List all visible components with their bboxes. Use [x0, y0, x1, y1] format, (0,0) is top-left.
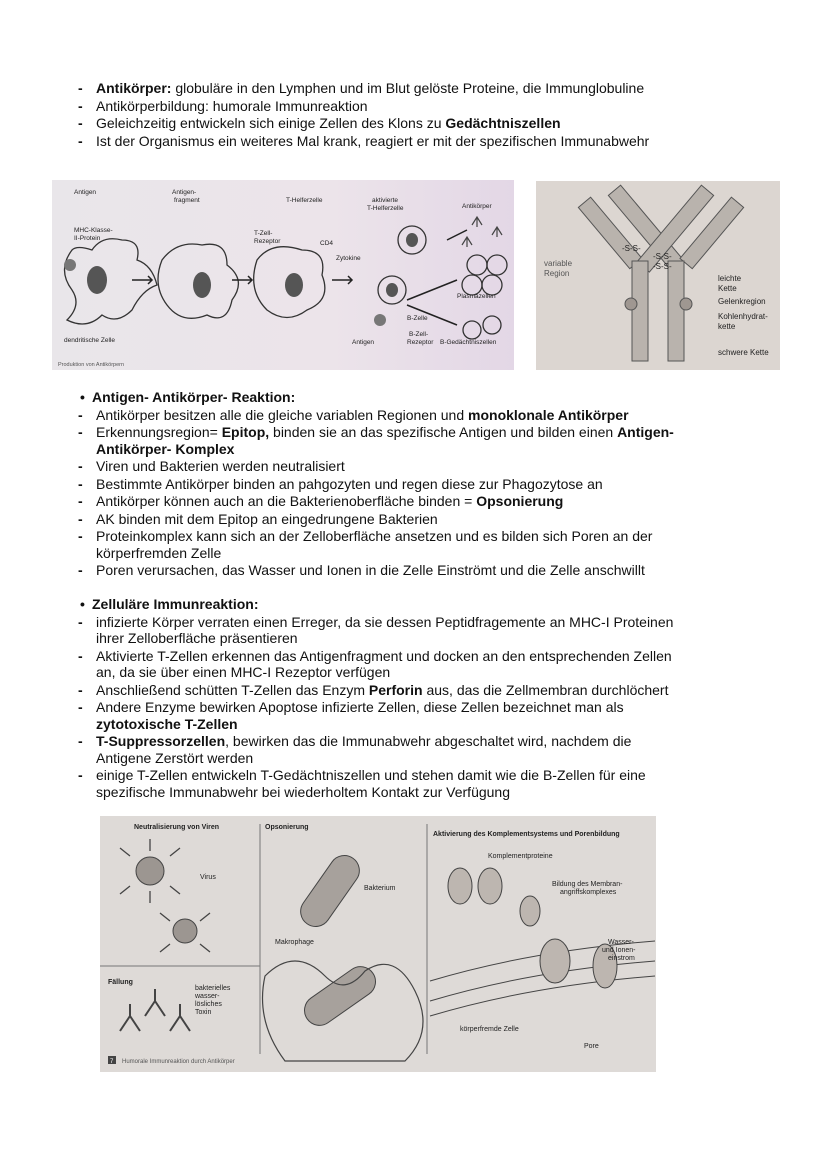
list-item: - AK binden mit dem Epitop an eingedrungene Bakterien	[78, 510, 438, 527]
list-item: - einige T-Zellen entwickeln T-Gedächtniszellen und stehen damit wie die B-Zellen für eine spezifische Immunabwehr bei wiederholtem Kontakt zur Verfügung	[78, 767, 646, 800]
svg-text:Makrophage: Makrophage	[275, 939, 314, 946]
list-item: - Antikörper können auch an die Bakterienoberfläche binden = Opsonierung	[78, 493, 564, 509]
label-antigen: Antigen	[74, 189, 97, 196]
svg-text:aktivierte: aktivierte	[372, 197, 399, 204]
svg-text:-S-S-: -S-S-	[653, 262, 672, 271]
figure-antibody-structure	[536, 181, 780, 370]
svg-text:Opsonierung: Opsonierung	[265, 824, 309, 831]
svg-text:lösliches: lösliches	[195, 1001, 222, 1008]
svg-text:B-Zell-: B-Zell-	[409, 331, 429, 338]
list-item: - infizierte Körper verraten einen Erreger, da sie dessen Peptidfragemente an MHC-I Proteinen ihrer Zelloberfläche präsentieren	[78, 613, 674, 646]
svg-text:II-Protein: II-Protein	[74, 235, 101, 242]
list-item: - Anschließend schütten T-Zellen das Enzym Perforin aus, das die Zellmembran durchlöchert	[78, 681, 669, 698]
svg-text:fragment: fragment	[174, 197, 200, 204]
svg-text:T-Helferzelle: T-Helferzelle	[367, 205, 404, 212]
section1-heading: • Antigen- Antikörper- Reaktion:	[80, 389, 296, 405]
svg-text:Rezeptor: Rezeptor	[254, 238, 281, 245]
list-item: - Antikörper besitzen alle die gleiche variablen Regionen und monoklonale Antikörper	[78, 406, 629, 423]
svg-text:Aktivierung des Komplementsyst: Aktivierung des Komplementsystems und Porenbildung	[433, 831, 620, 838]
list-item: - T-Suppressorzellen, bewirken das die Immunabwehr abgeschaltet wird, nachdem die Antigene Zerstört werden	[78, 733, 632, 766]
intro-item: - Geleichzeitig entwickeln sich einige Zellen des Klons zu Gedächtniszellen	[78, 115, 561, 131]
intro-list	[78, 80, 778, 150]
figure-antibody-production	[52, 180, 514, 370]
svg-text:dendritische Zelle: dendritische Zelle	[64, 337, 115, 344]
svg-text:leichte: leichte	[718, 274, 742, 283]
svg-text:CD4: CD4	[320, 240, 334, 247]
svg-text:Neutralisierung von Viren: Neutralisierung von Viren	[134, 824, 220, 831]
svg-text:B-Zelle: B-Zelle	[407, 315, 428, 322]
svg-text:Kohlenhydrat-: Kohlenhydrat-	[718, 312, 768, 321]
list-item: - Bestimmte Antikörper binden an pahgozyten und regen diese zur Phagozytose an	[78, 475, 603, 492]
svg-text:Plasmazellen: Plasmazellen	[457, 293, 496, 300]
svg-text:Pore: Pore	[584, 1043, 599, 1050]
svg-text:Zytokine: Zytokine	[336, 255, 361, 262]
svg-text:angriffskomplexes: angriffskomplexes	[560, 889, 617, 896]
section-antigen-antikoerper	[78, 389, 778, 580]
svg-text:Virus: Virus	[200, 874, 216, 881]
section-zellulaere-immunreaktion	[78, 596, 778, 801]
svg-text:B-Gedächtniszellen: B-Gedächtniszellen	[440, 339, 497, 346]
svg-text:kette: kette	[718, 322, 736, 331]
figure-humoral-reaction	[100, 816, 656, 1072]
svg-text:Antigen: Antigen	[352, 339, 375, 346]
svg-text:T-Helferzelle: T-Helferzelle	[286, 197, 323, 204]
intro-item: - Antikörper: globuläre in den Lymphen und im Blut gelöste Proteine, die Immunglobuline	[78, 80, 645, 96]
list-item: - Aktivierte T-Zellen erkennen das Antigenfragment und docken an den entsprechenden Zellen an, da sie über einen MHC-I Rezeptor verfügen	[78, 647, 672, 680]
svg-text:Rezeptor: Rezeptor	[407, 339, 434, 346]
svg-text:Komplementproteine: Komplementproteine	[488, 853, 553, 860]
intro-item: - Ist der Organismus ein weiteres Mal krank, reagiert er mit der spezifischen Immunabwehr	[78, 132, 650, 149]
svg-text:T-Zell-: T-Zell-	[254, 230, 273, 237]
svg-text:körperfremde Zelle: körperfremde Zelle	[460, 1026, 519, 1033]
svg-text:Bakterium: Bakterium	[364, 885, 396, 892]
caption-fig1: Produktion von Antikörpern	[58, 362, 125, 368]
svg-text:Bildung des Membran-: Bildung des Membran-	[552, 881, 623, 888]
svg-text:bakterielles: bakterielles	[195, 985, 231, 992]
svg-text:wasser-: wasser-	[195, 993, 220, 1000]
svg-text:einstrom: einstrom	[608, 955, 635, 962]
list-item: - Erkennungsregion= Epitop, binden sie an das spezifische Antigen und bilden einen Antigen- Antikörper- Komplex	[78, 424, 674, 457]
svg-text:und Ionen-: und Ionen-	[602, 947, 636, 954]
intro-item: - Antikörperbildung: humorale Immunreaktion	[78, 97, 368, 114]
list-item: - Viren und Bakterien werden neutralisiert	[78, 458, 345, 474]
svg-text:Kette: Kette	[718, 284, 737, 293]
svg-text:Wasser-: Wasser-	[608, 939, 634, 946]
svg-text:Gelenkregion: Gelenkregion	[718, 297, 766, 306]
svg-text:Antikörper: Antikörper	[462, 203, 492, 210]
svg-text:Fällung: Fällung	[108, 979, 133, 986]
svg-text:-S-S-: -S-S-	[622, 244, 641, 253]
svg-text:Region: Region	[544, 269, 570, 278]
list-item: - Proteinkomplex kann sich an der Zelloberfläche ansetzen und es bilden sich Poren an der körperfremden Zelle	[78, 528, 653, 561]
section2-heading: • Zelluläre Immunreaktion:	[80, 596, 259, 612]
svg-text:schwere Kette: schwere Kette	[718, 348, 769, 357]
caption-fig3: Humorale Immunreaktion durch Antikörper	[122, 1059, 235, 1065]
svg-text:MHC-Klasse-: MHC-Klasse-	[74, 227, 113, 234]
svg-text:Toxin: Toxin	[195, 1009, 212, 1016]
svg-text:-S-S-: -S-S-	[653, 252, 672, 261]
svg-text:variable: variable	[544, 259, 573, 268]
list-item: - Andere Enzyme bewirken Apoptose infizierte Zellen, diese Zellen bezeichnet man als zytotoxische T-Zellen	[78, 699, 624, 732]
svg-text:7: 7	[110, 1059, 114, 1065]
svg-text:Antigen-: Antigen-	[172, 189, 197, 196]
list-item: - Poren verursachen, das Wasser und Ionen in die Zelle Einströmt und die Zelle anschwillt	[78, 562, 645, 578]
